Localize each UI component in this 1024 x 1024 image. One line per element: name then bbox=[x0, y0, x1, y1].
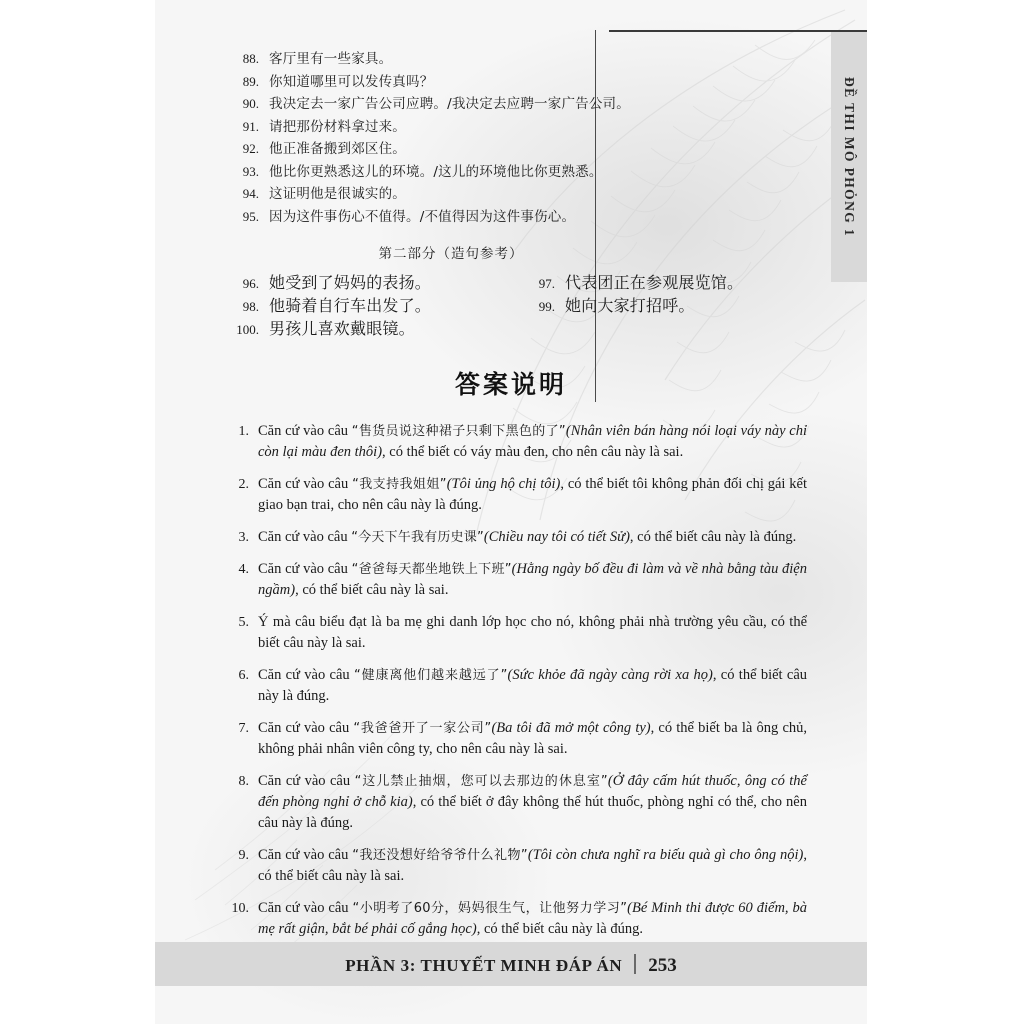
list-item bbox=[215, 71, 807, 94]
item-text: 这证明他是很诚实的。 bbox=[269, 186, 406, 202]
tab-top-rule bbox=[609, 30, 831, 32]
item-text: Căn cứ vào câu “我爸爸开了一家公司”(Ba tôi đã mở một công ty), có thể biết ba là ông chủ, không phải nhân viên công ty, cho nên câu này là sai. bbox=[258, 720, 808, 757]
item-number: 90. bbox=[242, 96, 259, 111]
footer-divider bbox=[634, 954, 636, 974]
table-row bbox=[215, 316, 807, 339]
list-item bbox=[215, 293, 511, 316]
list-item bbox=[215, 771, 807, 834]
item-text: 因为这件事伤心不值得。/不值得因为这件事伤心。 bbox=[269, 208, 576, 225]
page-title: 答案说明 bbox=[454, 370, 567, 399]
item-number: 5. bbox=[238, 615, 249, 630]
list-item-empty bbox=[511, 316, 807, 339]
page-content bbox=[215, 48, 807, 951]
item-text: Căn cứ vào câu “我还没想好给爷爷什么礼物”(Tôi còn chưa nghĩ ra biếu quà gì cho ông nội), có thể biết câu này là sai. bbox=[258, 847, 807, 884]
list-item bbox=[215, 161, 807, 184]
list-item bbox=[215, 474, 807, 516]
item-number: 100. bbox=[236, 322, 259, 337]
table-row bbox=[215, 293, 807, 316]
side-tab-label: ĐỀ THI MÔ PHỎNG 1 bbox=[842, 76, 857, 238]
list-item bbox=[215, 527, 807, 548]
chapter-side-tab bbox=[831, 30, 867, 282]
item-number: 98. bbox=[242, 299, 259, 314]
list-item bbox=[215, 116, 807, 139]
item-number: 95. bbox=[242, 208, 259, 224]
list-item bbox=[511, 270, 807, 293]
item-number: 1. bbox=[238, 424, 249, 439]
item-number: 6. bbox=[238, 668, 249, 683]
list-item bbox=[215, 48, 807, 71]
item-text: 他比你更熟悉这儿的环境。/这儿的环境他比你更熟悉。 bbox=[269, 163, 603, 180]
item-text: 我决定去一家广告公司应聘。/我决定去应聘一家广告公司。 bbox=[269, 96, 630, 112]
sentence-answer-list bbox=[215, 270, 807, 339]
list-item bbox=[511, 293, 807, 316]
page-sheet bbox=[155, 0, 867, 1024]
item-text: 代表团正在参观展览馆。 bbox=[565, 275, 744, 292]
item-number: 9. bbox=[238, 848, 249, 863]
item-text: 男孩儿喜欢戴眼镜。 bbox=[269, 321, 415, 338]
list-item bbox=[215, 316, 511, 339]
item-text: 他正准备搬到郊区住。 bbox=[269, 141, 406, 157]
translation-answer-list bbox=[215, 48, 807, 228]
item-number: 91. bbox=[242, 118, 259, 134]
footer-title: PHẦN 3: THUYẾT MINH ĐÁP ÁN bbox=[345, 956, 623, 975]
item-text: 她受到了妈妈的表扬。 bbox=[269, 275, 432, 292]
explanation-list bbox=[215, 421, 807, 940]
list-item bbox=[215, 718, 807, 760]
item-number: 97. bbox=[538, 276, 555, 291]
item-text: 你知道哪里可以发传真吗？ bbox=[269, 73, 434, 90]
item-text: 客厅里有一些家具。 bbox=[269, 51, 393, 67]
list-item bbox=[215, 559, 807, 601]
item-text: Căn cứ vào câu “我支持我姐姐”(Tôi ủng hộ chị tôi), có thể biết tôi không phản đối chị gái kết giao bạn trai, cho nên câu này là đúng. bbox=[258, 476, 807, 513]
item-text: Ý mà câu biểu đạt là ba mẹ ghi danh lớp học cho nó, không phải nhà trường yêu cầu, có thể biết câu này là sai. bbox=[258, 614, 807, 651]
item-number: 93. bbox=[242, 163, 259, 179]
item-text: Căn cứ vào câu “爸爸每天都坐地铁上下班”(Hằng ngày bố đều đi làm và về nhà bằng tàu điện ngầm), có thể biết câu này là sai. bbox=[258, 561, 807, 598]
item-number: 88. bbox=[242, 51, 259, 66]
item-number: 7. bbox=[238, 721, 249, 736]
item-number: 89. bbox=[242, 73, 259, 89]
item-text: 请把那份材料拿过来。 bbox=[269, 118, 406, 135]
part-two-heading: 第二部分（造句参考） bbox=[378, 246, 524, 262]
item-number: 94. bbox=[242, 186, 259, 201]
list-item bbox=[215, 845, 807, 887]
item-number: 3. bbox=[238, 530, 249, 545]
item-number: 10. bbox=[231, 901, 249, 916]
item-number: 92. bbox=[242, 141, 259, 156]
list-item bbox=[215, 898, 807, 940]
list-item bbox=[215, 612, 807, 654]
list-item bbox=[215, 138, 807, 161]
item-text: 他骑着自行车出发了。 bbox=[269, 298, 432, 315]
item-text: 她向大家打招呼。 bbox=[565, 298, 695, 315]
item-number: 4. bbox=[238, 562, 249, 577]
item-number: 2. bbox=[238, 477, 249, 492]
item-text: Căn cứ vào câu “售货员说这种裙子只剩下黑色的了”(Nhân viên bán hàng nói loại váy này chỉ còn lại màu đen thôi), có thể biết có váy màu đen, cho nên câu này là sai. bbox=[258, 423, 807, 460]
item-text: Căn cứ vào câu “健康离他们越来越远了”(Sức khỏe đã ngày càng rời xa họ), có thể biết câu này là đúng. bbox=[258, 667, 808, 704]
item-number: 8. bbox=[238, 774, 249, 789]
table-row bbox=[215, 270, 807, 293]
list-item bbox=[215, 93, 807, 116]
item-number: 99. bbox=[538, 299, 555, 314]
list-item bbox=[215, 270, 511, 293]
list-item bbox=[215, 183, 807, 206]
item-text: Căn cứ vào câu “今天下午我有历史课”(Chiều nay tôi có tiết Sử), có thể biết câu này là đúng. bbox=[258, 529, 797, 545]
item-text: Căn cứ vào câu “这儿禁止抽烟，您可以去那边的休息室”(Ở đây cấm hút thuốc, ông có thể đến phòng nghỉ ở chỗ kia), có thể biết ở đây không thể hút thuốc, phòng nghỉ có thể, cho nên câu này là đúng. bbox=[258, 773, 807, 831]
item-text: Căn cứ vào câu “小明考了60分，妈妈很生气，让他努力学习”(Bé Minh thi được 60 điểm, bà mẹ rất giận, bắt bé phải cố gắng học), có thể biết câu này là đúng. bbox=[258, 900, 807, 937]
list-item bbox=[215, 665, 807, 707]
item-number: 96. bbox=[242, 276, 259, 291]
list-item bbox=[215, 206, 807, 229]
page-footer bbox=[155, 942, 867, 986]
page-number: 253 bbox=[648, 955, 677, 976]
list-item bbox=[215, 421, 807, 463]
